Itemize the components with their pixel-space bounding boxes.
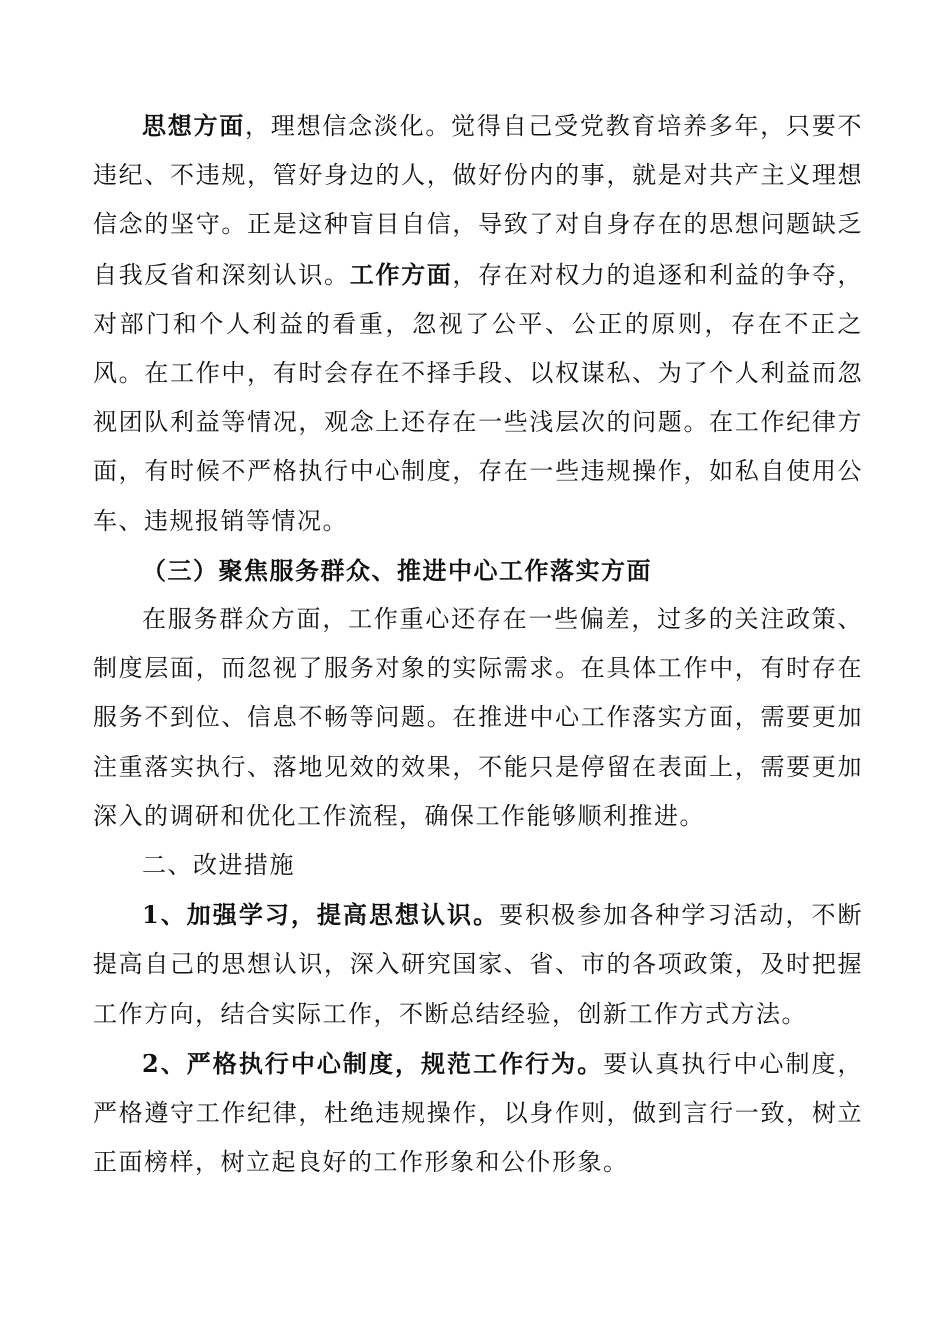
bold-term-work: 工作方面 (349, 259, 453, 289)
paragraph-text: ，理想信念淡化。觉得自己受党教育培养多年，只要不违纪、不违规，管好身边的人，做好份内的事，就是对共产主义理想信念的坚守。正是这种盲目自信，导致了对自身存在的思想问题缺乏自我反省和深刻认识。 (93, 112, 864, 289)
document-body (93, 101, 863, 1187)
measure-text-2: 要认真执行中心制度，严格遵守工作纪律，杜绝违规操作，以身作则，做到言行一致，树立正面榜样，树立起良好的工作形象和公仆形象。 (93, 1049, 863, 1177)
bold-term-ideology: 思想方面 (142, 111, 246, 140)
measure-text-1: 要积极参加各种学习活动，不断提高自己的思想认识，深入研究国家、省、市的各项政策，及时把握工作方向，结合实际工作，不断总结经验，创新工作方式方法。 (93, 901, 864, 1028)
measure-title-2: 2、严格执行中心制度，规范工作行为。 (142, 1048, 604, 1078)
measure-item-1 (93, 890, 863, 1039)
section-heading-serve-masses: （三）聚焦服务群众、推进中心工作落实方面 (142, 555, 652, 585)
measure-item-2 (93, 1039, 863, 1188)
paragraph-serve-masses: 在服务群众方面，工作重心还存在一些偏差，过多的关注政策、制度层面，而忽视了服务对象的实际需求。在具体工作中，有时存在服务不到位、信息不畅等问题。在推进中心工作落实方面，需要更加注重落实执行、落地见效的效果，不能只是停留在表面上，需要更加深入的调研和优化工作流程，确保工作能够顺利推进。 (93, 605, 863, 830)
paragraph-text: ，存在对权力的追逐和利益的争夺，对部门和个人利益的看重，忽视了公平、公正的原则，存在不正之风。在工作中，有时会存在不择手段、以权谋私、为了个人利益而忽视团队利益等情况，观念上还存在一些浅层次的问题。在工作纪律方面，有时候不严格执行中心制度，存在一些违规操作，如私自使用公车、违规报销等情况。 (93, 260, 864, 535)
measure-title-1: 1、加强学习，提高思想认识。 (142, 900, 500, 930)
section-heading-improvement: 二、改进措施 (142, 851, 295, 880)
paragraph-ideology-work (93, 101, 863, 546)
